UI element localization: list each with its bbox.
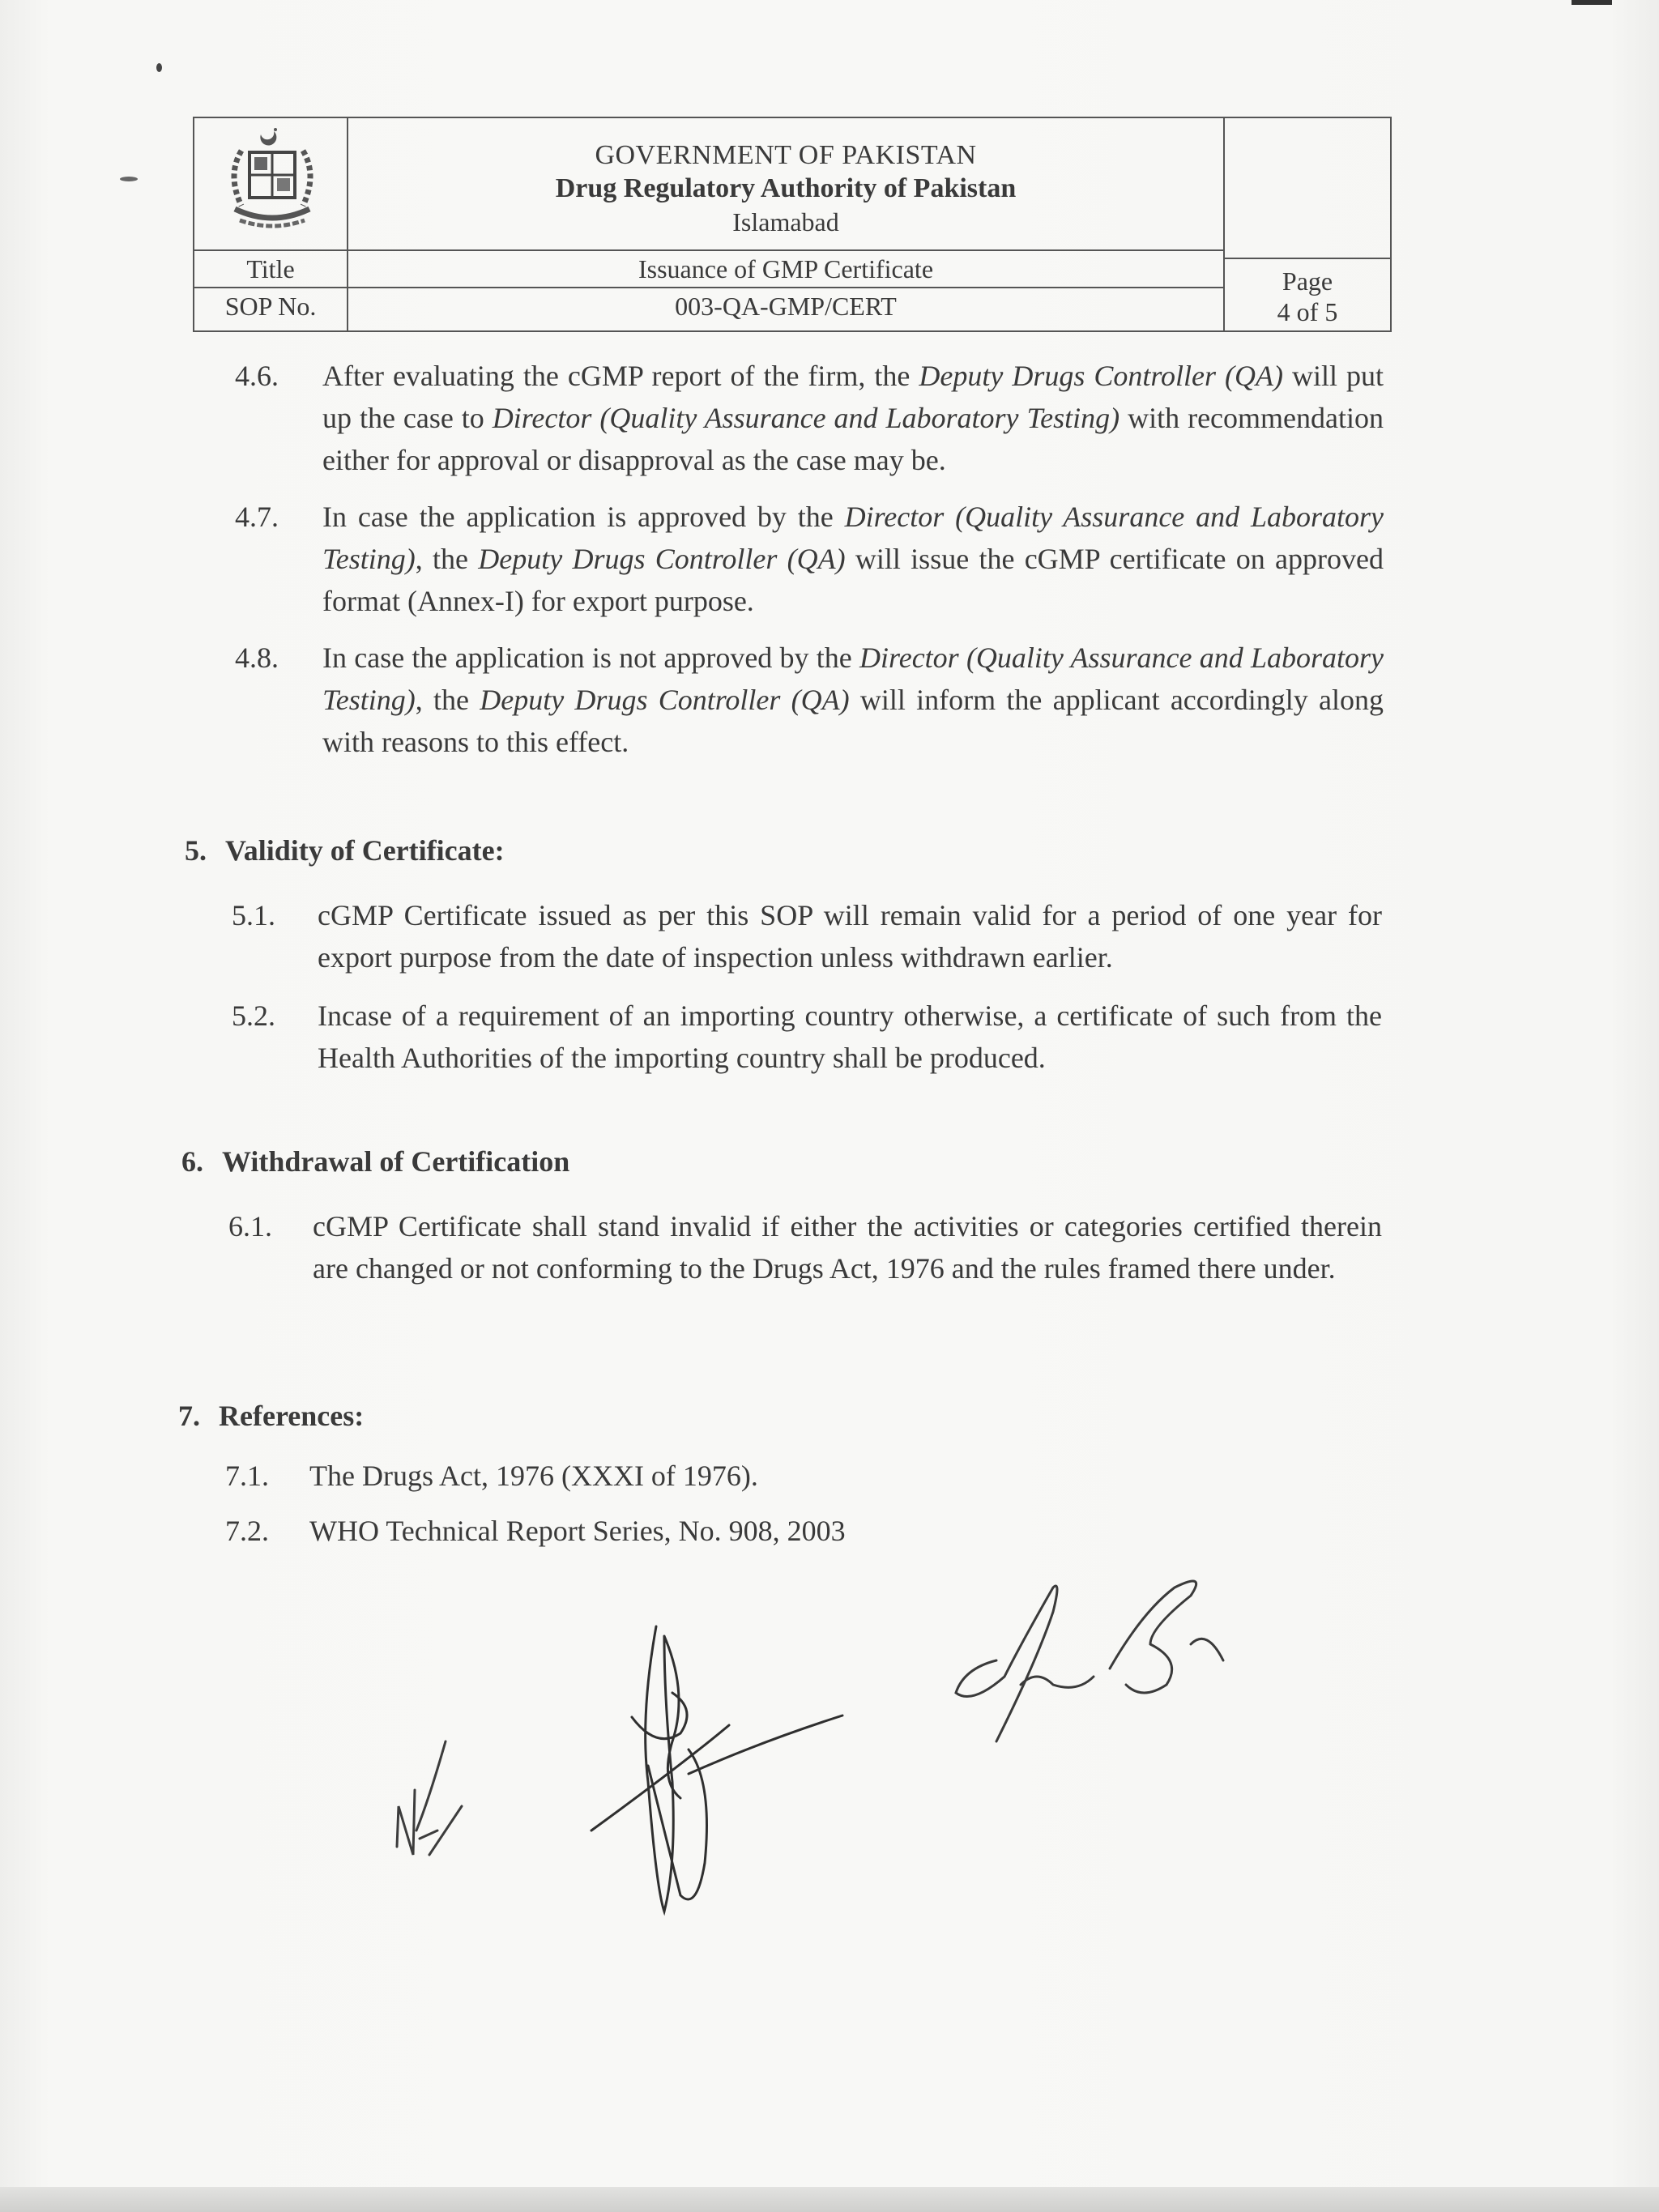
text-run-italic: Deputy Drugs Controller (QA) [919, 360, 1283, 392]
signature-1 [381, 1717, 494, 1879]
text-run-italic: Deputy Drugs Controller (QA) [478, 543, 846, 575]
item-number: 4.7. [235, 501, 279, 533]
section-title: Withdrawal of Certification [222, 1145, 570, 1178]
item-number: 4.6. [235, 360, 279, 392]
item-text: cGMP Certificate issued as per this SOP will remain valid for a period of one year for export purpose from the date of inspection unless withdrawn earlier. [318, 899, 1382, 974]
page-number-cell [1225, 259, 1390, 330]
header-logo-cell [194, 118, 348, 251]
page-value: 4 of 5 [1277, 297, 1338, 326]
item-number: 7.2. [225, 1515, 269, 1547]
page-label: Page [1282, 266, 1333, 296]
scan-edge-mark [1572, 0, 1612, 5]
item-text [322, 355, 1384, 481]
section-title: References: [219, 1400, 365, 1432]
header-government-line: GOVERNMENT OF PAKISTAN [595, 140, 977, 170]
item-number: 6.1. [228, 1210, 272, 1242]
scan-speck [156, 63, 162, 72]
text-run: , the [415, 543, 479, 575]
list-item [232, 894, 1385, 983]
signature-2 [583, 1620, 859, 1928]
list-item [235, 637, 1385, 766]
header-blank-cell [1225, 118, 1390, 259]
item-number: 4.8. [235, 641, 279, 674]
sop-value: 003-QA-GMP/CERT [348, 288, 1225, 330]
scan-bottom-edge [0, 2187, 1659, 2212]
section-title: Validity of Certificate: [225, 834, 505, 867]
sop-label: SOP No. [194, 288, 348, 330]
document-header-table [193, 117, 1392, 332]
section-number: 7. [178, 1400, 200, 1432]
text-run: will issue the cGMP certificate on approved format (Annex-I) for export purpose. [322, 543, 1384, 617]
section-heading [181, 1140, 569, 1183]
item-text: The Drugs Act, 1976 (XXXI of 1976). [309, 1460, 758, 1492]
signature-3 [948, 1563, 1288, 1766]
section-number: 5. [185, 834, 207, 867]
item-number: 5.1. [232, 899, 275, 931]
text-run-italic: Director (Quality Assurance and Laboratory Testing) [322, 641, 1384, 716]
text-run: with recommendation either for approval or disapproval as the case may be. [322, 402, 1384, 476]
item-text: WHO Technical Report Series, No. 908, 2003 [309, 1515, 846, 1547]
text-run-italic: Director (Quality Assurance and Laboratory Testing) [492, 402, 1120, 434]
section-heading [178, 1395, 364, 1437]
text-run-italic: Deputy Drugs Controller (QA) [480, 684, 850, 716]
item-number: 7.1. [225, 1460, 269, 1492]
text-run: After evaluating the cGMP report of the firm, the [322, 360, 919, 392]
section-number: 6. [181, 1145, 203, 1178]
section-heading [185, 829, 505, 872]
text-run: In case the application is approved by the [322, 501, 845, 533]
scan-speck [120, 177, 138, 181]
item-text: cGMP Certificate shall stand invalid if either the activities or categories certified therein are changed or not conforming to the Drugs Act, 1976 and the rules framed there under. [313, 1210, 1382, 1285]
list-item [228, 1205, 1385, 1335]
text-run: , the [415, 684, 480, 716]
title-label: Title [194, 251, 348, 288]
text-run: will put up the case to [322, 360, 1384, 434]
title-value: Issuance of GMP Certificate [348, 251, 1225, 288]
list-item [225, 1455, 1278, 1500]
item-text [322, 496, 1384, 622]
text-run: will inform the applicant accordingly along with reasons to this effect. [322, 684, 1384, 758]
item-text [322, 637, 1384, 763]
text-run: In case the application is not approved by the [322, 641, 860, 674]
list-item [235, 496, 1385, 625]
list-item [232, 995, 1385, 1084]
item-number: 5.2. [232, 999, 275, 1032]
item-text: Incase of a requirement of an importing country otherwise, a certificate of such from the Health Authorities of the importing country shall be produced. [318, 999, 1382, 1074]
text-run-italic: Director (Quality Assurance and Laboratory Testing) [322, 501, 1384, 575]
header-authority-line: Drug Regulatory Authority of Pakistan [555, 173, 1017, 203]
header-city-line: Islamabad [732, 207, 839, 237]
government-emblem-icon [194, 118, 348, 251]
list-item [235, 355, 1385, 484]
header-title-cell [348, 118, 1225, 251]
list-item [225, 1510, 1278, 1555]
